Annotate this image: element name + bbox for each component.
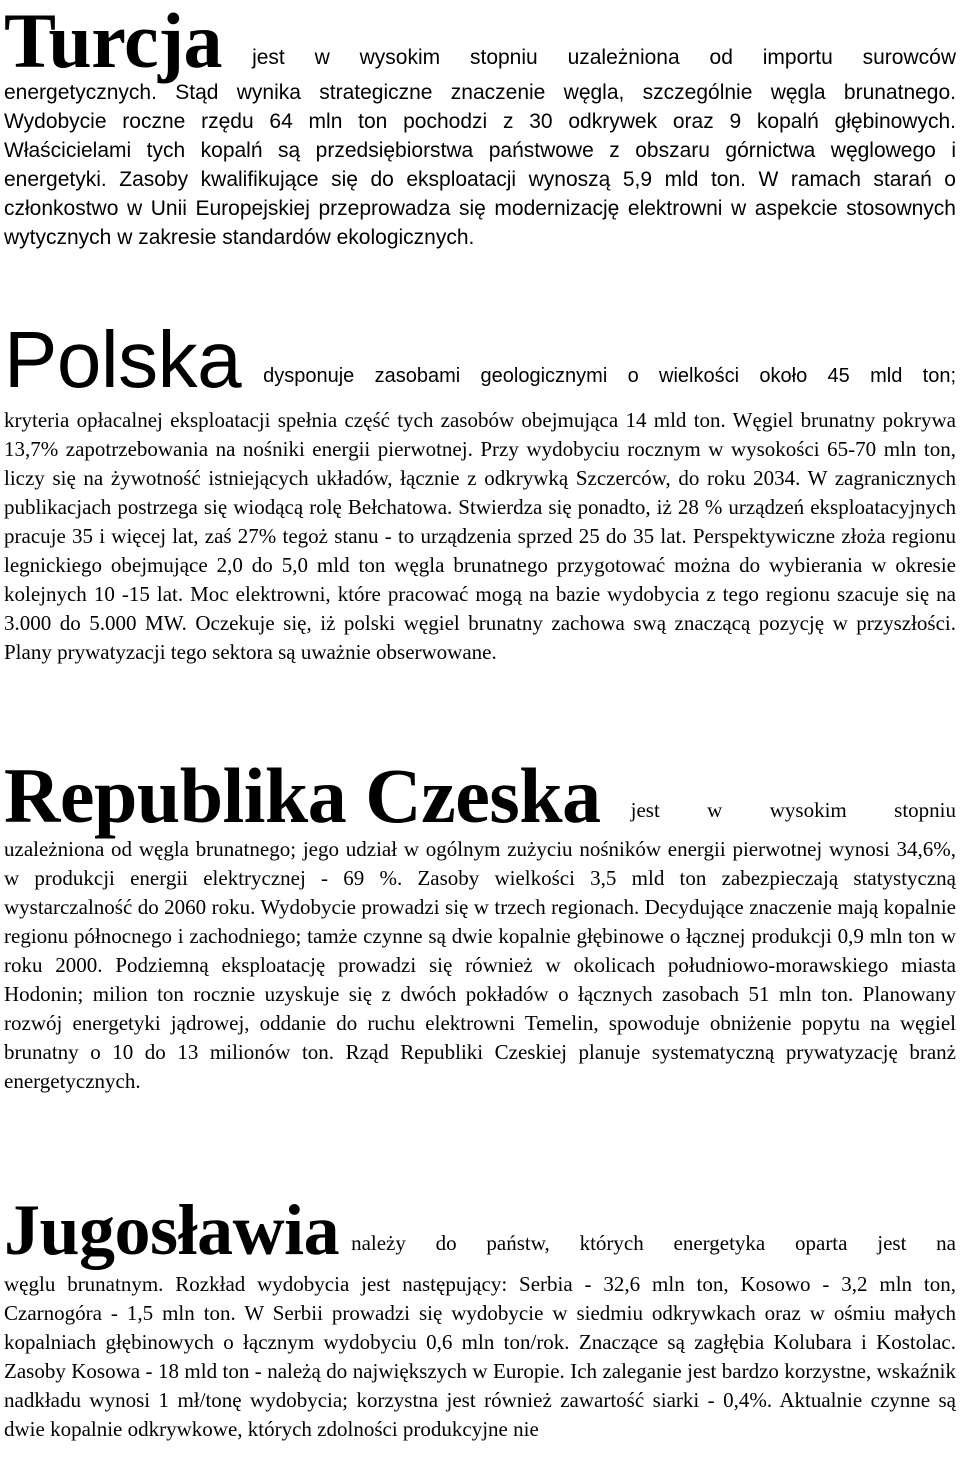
section-jugoslawia-title: Jugosławia (4, 1190, 340, 1270)
section-polska-title: Polska (4, 315, 242, 404)
section-jugoslawia (0, 1190, 960, 1444)
section-turcja-body: energetycznych. Stąd wynika strategiczne znaczenie węgla, szczególnie węgla brunatnego. Wydobycie roczne rzędu 64 mln ton pochodzi z 30 odkrywek oraz 9 kopalń głębinowych. Właścicielami tych kopalń są przedsiębiorstwa państwowe z obszaru górnictwa węglowego i energetyki. Zasoby kwalifikujące się do eksploatacji wynoszą 5,9 mld ton. W ramach starań o członkostwo w Unii Europejskiej przeprowadza się modernizację elektrowni w aspekcie stosownych wytycznych w zakresie standardów ekologicznych. (4, 81, 956, 249)
section-czeska (0, 752, 960, 1096)
section-czeska-body: uzależniona od węgla brunatnego; jego udział w ogólnym zużyciu nośników energii pierwotnej wynosi 34,6%, w produkcji energii elektrycznej - 69 %. Zasoby wielkości 3,5 mld ton zabezpieczają statystyczną wystarczalność do 2060 roku. Wydobycie prowadzi się w trzech regionach. Decydujące znaczenie mają kopalnie regionu północnego i zachodniego; tamże czynne są dwie kopalnie głębinowe o łącznej produkcji 0,9 mln ton w roku 2000. Podziemną eksploatację prowadzi się również w okolicach południowo-morawskiego miasta Hodonin; milion ton rocznie uzyskuje się z dwóch pokładów o łącznych zasobach 51 mln ton. Planowany rozwój energetyki jądrowej, oddanie do ruchu elektrowni Temelin, spowoduje obniżenie popytu na węgiel brunatny o 10 do 13 milionów ton. Rząd Republiki Czeskiej planuje systematyczną prywatyzację branż energetycznych. (4, 837, 956, 1093)
section-czeska-title: Republika Czeska (4, 752, 601, 839)
section-turcja (0, 2, 960, 252)
section-polska-first-line (4, 315, 956, 404)
section-turcja-title: Turcja (4, 0, 223, 84)
section-turcja-first-line (4, 0, 956, 84)
section-czeska-first-line-text: jest w wysokim stopniu (630, 798, 956, 822)
section-turcja-first-line-text: jest w wysokim stopniu uzależniona od importu surowców (252, 46, 956, 69)
section-jugoslawia-first-line (4, 1190, 956, 1270)
section-polska-first-line-text: dysponuje zasobami geologicznymi o wielkości około 45 mld ton; (263, 365, 956, 387)
section-jugoslawia-first-line-text: należy do państw, których energetyka oparta jest na (351, 1231, 956, 1255)
section-czeska-first-line (4, 752, 956, 839)
section-jugoslawia-body: węglu brunatnym. Rozkład wydobycia jest następujący: Serbia - 32,6 mln ton, Kosowo - 3,2 mln ton, Czarnogóra - 1,5 mln ton. W Serbii prowadzi się wydobycie w siedmiu odkrywkach oraz w ośmiu małych kopalniach głębinowych o łącznym wydobyciu 0,6 mln ton/rok. Znaczące są zagłębia Kolubara i Kostolac. Zasoby Kosowa - 18 mld ton - należą do największych w Europie. Ich zaleganie jest bardzo korzystne, wskaźnik nadkładu wynosi 1 mł/tonę wydobycia; korzystna jest również zawartość siarki - 0,4%. Aktualnie czynne są dwie kopalnie odkrywkowe, których zdolności produkcyjne nie (4, 1272, 956, 1441)
section-polska-body: kryteria opłacalnej eksploatacji spełnia część tych zasobów obejmująca 14 mld ton. Węgiel brunatny pokrywa 13,7% zapotrzebowania na nośniki energii pierwotnej. Przy wydobyciu rocznym w wysokości 65-70 mln ton, liczy się na żywotność istniejących układów, łącznie z odkrywką Szczerców, do roku 2034. W zagranicznych publikacjach postrzega się wiodącą rolę Bełchatowa. Stwierdza się ponadto, iż 28 % urządzeń eksploatacyjnych pracuje 35 i więcej lat, zaś 27% tegoż stanu - to urządzenia sprzed 25 do 35 lat. Perspektywiczne złoża regionu legnickiego obejmujące 2,0 do 5,0 mld ton węgla brunatnego przygotować można do wybierania w okresie kolejnych 10 -15 lat. Moc elektrowni, które pracować mogą na bazie wydobycia z tego regionu szacuje się na 3.000 do 5.000 MW. Oczekuje się, iż polski węgiel brunatny zachowa swą znaczącą pozycję w przyszłości. Plany prywatyzacji tego sektora są uważnie obserwowane. (4, 408, 956, 664)
section-polska (0, 315, 960, 667)
